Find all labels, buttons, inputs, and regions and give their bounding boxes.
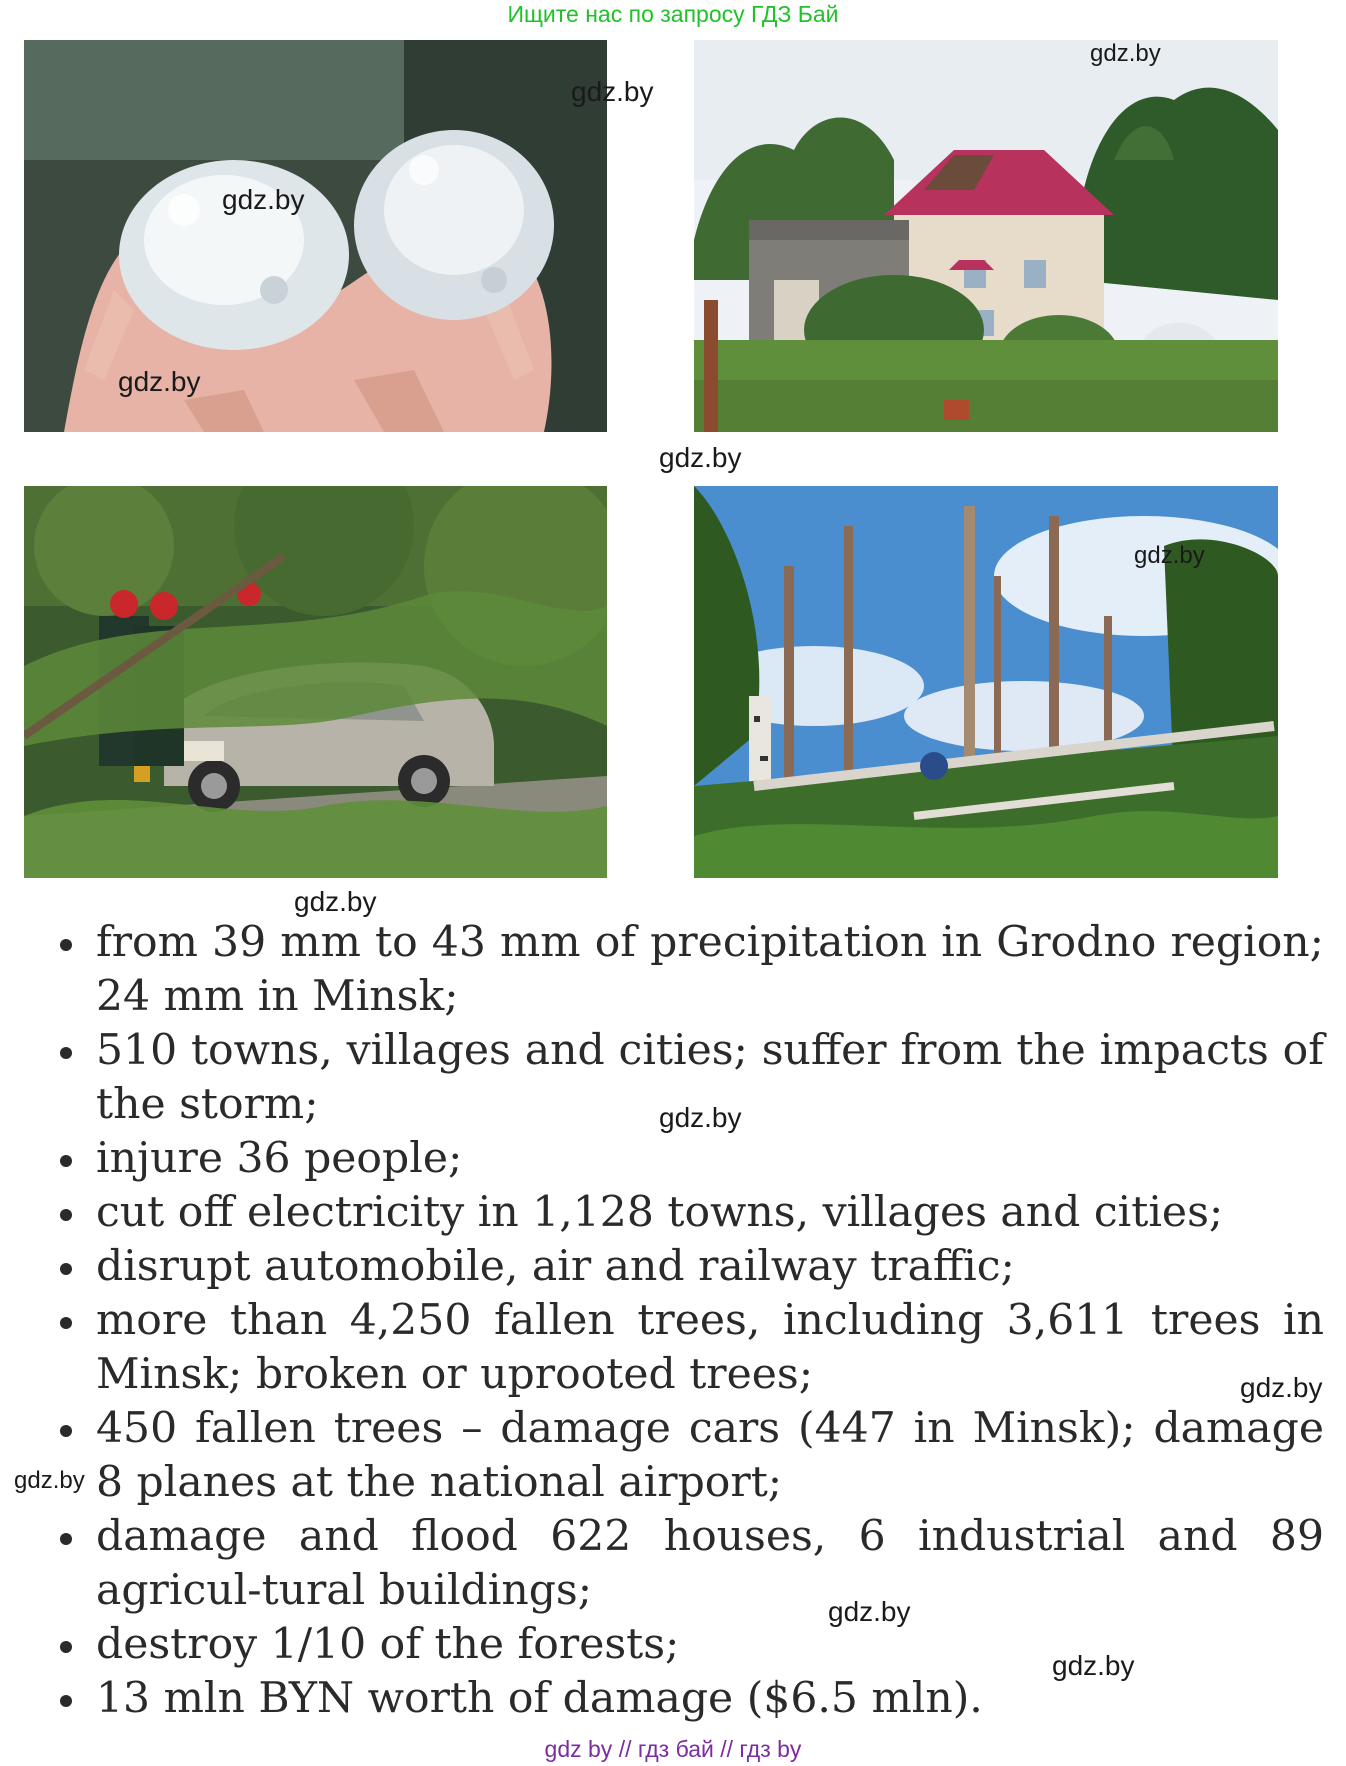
- list-item-text: 450 fallen trees – damage cars (447 in Minsk); damage 8 planes at the national airport;: [96, 1404, 1324, 1507]
- bullet-icon: [60, 1209, 72, 1221]
- bullet-icon: [60, 939, 72, 951]
- watermark: gdz.by: [1052, 1650, 1135, 1681]
- watermark: gdz.by: [828, 1596, 911, 1627]
- list-item-text: more than 4,250 fallen trees, including 3,611 trees in Minsk; broken or uprooted trees;: [96, 1296, 1324, 1399]
- list-item-text: destroy 1/10 of the forests;: [96, 1620, 680, 1669]
- top-banner: Ищите нас по запросу ГДЗ Бай: [507, 1, 839, 27]
- damaged-house-photo: [694, 40, 1278, 432]
- list-item: [54, 1402, 1324, 1510]
- list-item: [54, 1294, 1324, 1402]
- watermark: gdz.by: [294, 886, 377, 917]
- bullet-icon: [60, 1317, 72, 1329]
- list-item: [54, 1186, 1324, 1240]
- list-item-text: disrupt automobile, air and railway traffic;: [96, 1242, 1015, 1291]
- list-item: [54, 916, 1324, 1024]
- list-item: [54, 1672, 1324, 1726]
- list-item: [54, 1240, 1324, 1294]
- bullet-icon: [60, 1047, 72, 1059]
- list-item: [54, 1510, 1324, 1618]
- watermark: gdz.by: [1134, 542, 1205, 569]
- list-item-text: 510 towns, villages and cities; suffer from the impacts of the storm;: [96, 1026, 1324, 1129]
- fallen-tree-car-photo: [24, 486, 607, 878]
- list-item: [54, 1132, 1324, 1186]
- watermark: gdz.by: [1090, 40, 1161, 67]
- list-item-text: 13 mln BYN worth of damage ($6.5 mln).: [96, 1674, 983, 1723]
- storm-impact-list: [54, 916, 1324, 1726]
- watermark: gdz.by: [659, 442, 742, 473]
- list-item-text: cut off electricity in 1,128 towns, villages and cities;: [96, 1188, 1224, 1237]
- bullet-icon: [60, 1155, 72, 1167]
- hailstones-photo: [24, 40, 607, 432]
- list-item-text: injure 36 people;: [96, 1134, 463, 1183]
- bullet-icon: [60, 1533, 72, 1545]
- watermark: gdz.by: [571, 76, 654, 107]
- bullet-icon: [60, 1641, 72, 1653]
- list-item-text: from 39 mm to 43 mm of precipitation in Grodno region; 24 mm in Minsk;: [96, 918, 1324, 1021]
- bullet-icon: [60, 1263, 72, 1275]
- bullet-icon: [60, 1695, 72, 1707]
- bullet-icon: [60, 1425, 72, 1437]
- watermark: gdz.by: [659, 1102, 742, 1133]
- watermark: gdz.by: [14, 1467, 85, 1494]
- watermark: gdz.by: [118, 366, 201, 397]
- list-item: [54, 1024, 1324, 1132]
- footer-links[interactable]: gdz by // гдз бай // гдз by: [544, 1736, 802, 1762]
- watermark: gdz.by: [222, 184, 305, 215]
- list-item-text: damage and flood 622 houses, 6 industrial and 89 agricul-tural buildings;: [96, 1512, 1324, 1615]
- watermark: gdz.by: [1240, 1372, 1323, 1403]
- list-item: [54, 1618, 1324, 1672]
